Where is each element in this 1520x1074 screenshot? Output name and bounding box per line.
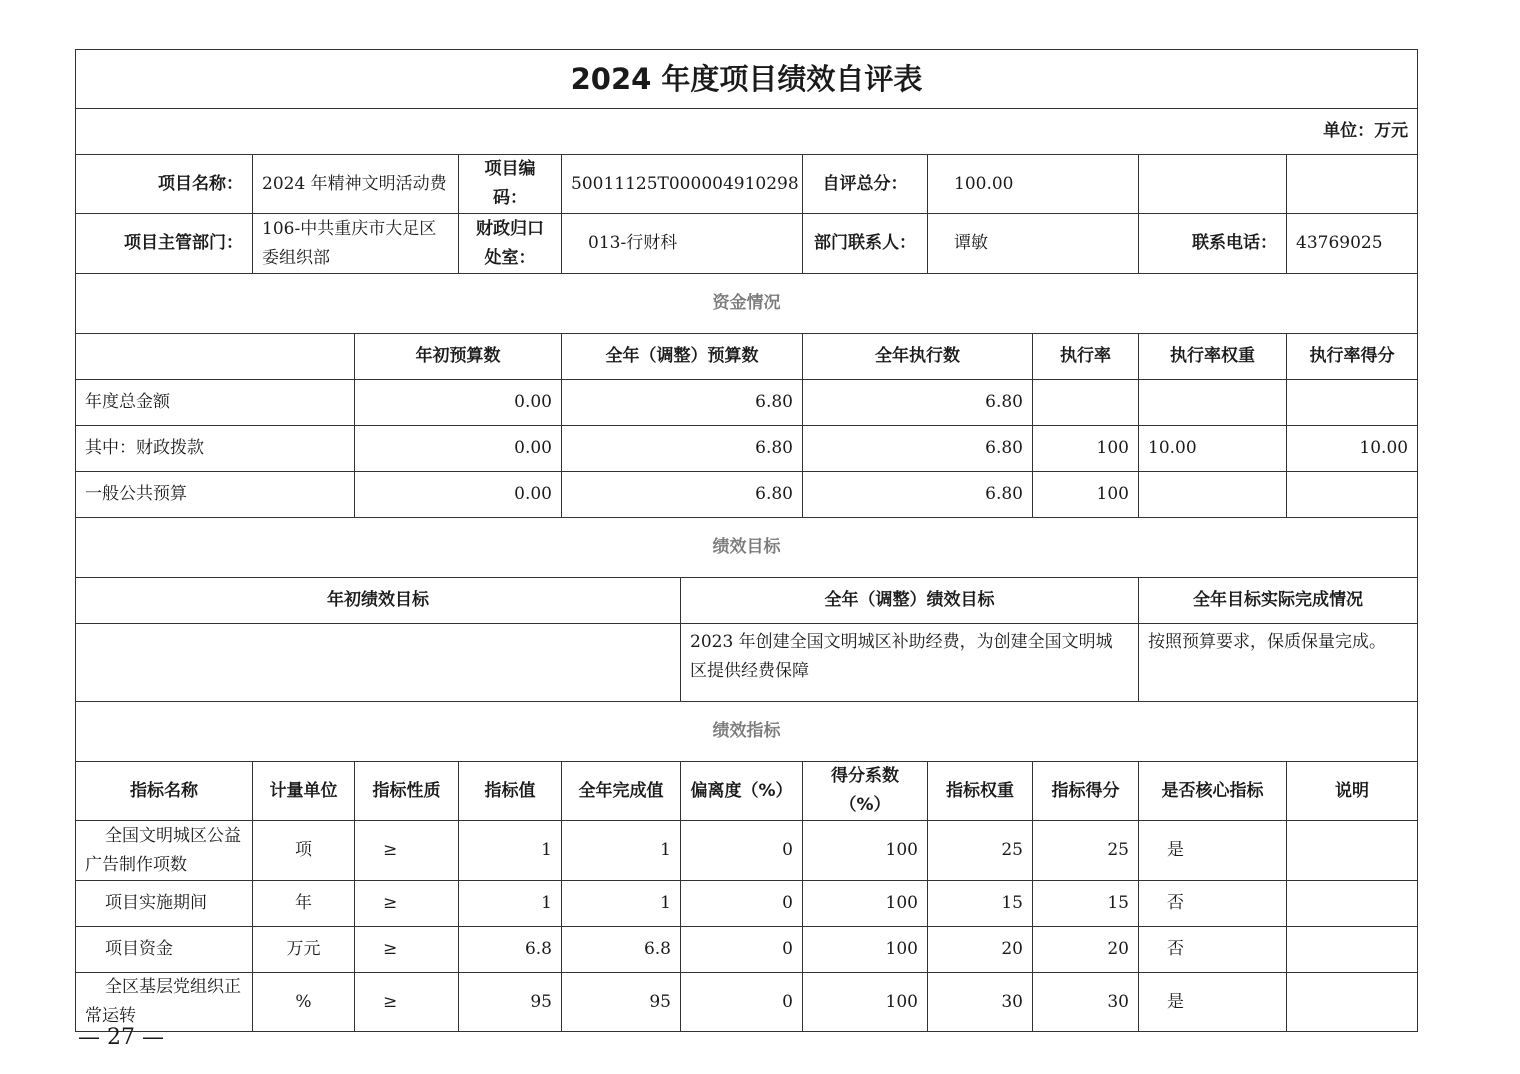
indicator-name: 项目资金	[76, 927, 253, 973]
indicator-deviation: 0	[681, 973, 803, 1032]
indicator-row	[76, 881, 1418, 927]
indicator-nature: ≥	[355, 881, 459, 927]
project-name-value: 2024 年精神文明活动费	[253, 155, 459, 214]
indicator-core: 否	[1139, 881, 1287, 927]
indicator-score: 25	[1033, 821, 1139, 881]
goals-header-adjusted: 全年（调整）绩效目标	[681, 578, 1139, 624]
indicator-header: 得分系数（%）	[803, 762, 928, 821]
indicator-note	[1287, 927, 1418, 973]
performance-table	[75, 49, 1418, 1032]
funds-weight	[1139, 472, 1287, 518]
indicator-done: 1	[562, 821, 681, 881]
indicator-weight: 25	[928, 821, 1033, 881]
funds-initial: 0.00	[355, 426, 562, 472]
goal-actual: 按照预算要求，保质保量完成。	[1139, 624, 1418, 702]
funds-adjusted: 6.80	[562, 426, 803, 472]
indicator-score: 15	[1033, 881, 1139, 927]
funds-header: 全年（调整）预算数	[562, 334, 803, 380]
indicator-deviation: 0	[681, 821, 803, 881]
indicator-note	[1287, 821, 1418, 881]
indicator-nature: ≥	[355, 821, 459, 881]
indicator-value: 95	[459, 973, 562, 1032]
indicator-core: 否	[1139, 927, 1287, 973]
indicator-name: 全国文明城区公益广告制作项数	[76, 821, 253, 881]
indicator-value: 1	[459, 821, 562, 881]
phone-value: 43769025	[1287, 214, 1418, 274]
indicator-note	[1287, 973, 1418, 1032]
indicators-section-title: 绩效指标	[76, 702, 1418, 762]
funds-executed: 6.80	[803, 472, 1033, 518]
indicator-done: 1	[562, 881, 681, 927]
indicator-score: 20	[1033, 927, 1139, 973]
indicator-nature: ≥	[355, 973, 459, 1032]
unit-label: 单位：万元	[76, 109, 1418, 155]
indicator-deviation: 0	[681, 881, 803, 927]
indicator-deviation: 0	[681, 927, 803, 973]
indicator-value: 1	[459, 881, 562, 927]
indicator-header: 指标性质	[355, 762, 459, 821]
funds-label: 年度总金额	[76, 380, 355, 426]
dept-value: 106-中共重庆市大足区委组织部	[253, 214, 459, 274]
indicator-weight: 15	[928, 881, 1033, 927]
indicator-unit: 万元	[253, 927, 355, 973]
indicator-coef: 100	[803, 881, 928, 927]
funds-weight	[1139, 380, 1287, 426]
funds-initial: 0.00	[355, 472, 562, 518]
indicator-core: 是	[1139, 821, 1287, 881]
funds-header: 全年执行数	[803, 334, 1033, 380]
contact-value: 谭敏	[928, 214, 1139, 274]
indicator-header: 指标值	[459, 762, 562, 821]
dept-label: 项目主管部门：	[76, 214, 253, 274]
project-code-value: 50011125T000004910298	[562, 155, 803, 214]
goal-adjusted: 2023 年创建全国文明城区补助经费，为创建全国文明城区提供经费保障	[681, 624, 1139, 702]
indicator-done: 95	[562, 973, 681, 1032]
empty-cell	[1139, 155, 1287, 214]
goal-initial	[76, 624, 681, 702]
self-score-value: 100.00	[928, 155, 1139, 214]
indicator-done: 6.8	[562, 927, 681, 973]
indicator-header: 偏离度（%）	[681, 762, 803, 821]
empty-cell	[1287, 155, 1418, 214]
indicator-header: 计量单位	[253, 762, 355, 821]
indicator-weight: 30	[928, 973, 1033, 1032]
funds-rate: 100	[1033, 472, 1139, 518]
funds-executed: 6.80	[803, 380, 1033, 426]
indicator-coef: 100	[803, 821, 928, 881]
self-score-label: 自评总分：	[803, 155, 928, 214]
indicator-header: 是否核心指标	[1139, 762, 1287, 821]
info-row-1	[76, 155, 1418, 214]
funds-header: 年初预算数	[355, 334, 562, 380]
indicator-nature: ≥	[355, 927, 459, 973]
goals-section-title: 绩效目标	[76, 518, 1418, 578]
indicator-unit: 年	[253, 881, 355, 927]
goals-row	[76, 624, 1418, 702]
funds-adjusted: 6.80	[562, 472, 803, 518]
funds-score: 10.00	[1287, 426, 1418, 472]
funds-header: 执行率	[1033, 334, 1139, 380]
page-title: 2024 年度项目绩效自评表	[76, 50, 1418, 109]
goals-header-initial: 年初绩效目标	[76, 578, 681, 624]
indicator-row	[76, 973, 1418, 1032]
indicator-header: 说明	[1287, 762, 1418, 821]
indicator-header: 全年完成值	[562, 762, 681, 821]
funds-adjusted: 6.80	[562, 380, 803, 426]
project-code-label: 项目编码：	[459, 155, 562, 214]
funds-header-row	[76, 334, 1418, 380]
indicator-weight: 20	[928, 927, 1033, 973]
indicator-header: 指标名称	[76, 762, 253, 821]
funds-executed: 6.80	[803, 426, 1033, 472]
phone-label: 联系电话：	[1139, 214, 1287, 274]
funds-rate	[1033, 380, 1139, 426]
indicator-coef: 100	[803, 973, 928, 1032]
funds-initial: 0.00	[355, 380, 562, 426]
indicator-name: 项目实施期间	[76, 881, 253, 927]
finance-office-label: 财政归口处室：	[459, 214, 562, 274]
indicator-score: 30	[1033, 973, 1139, 1032]
goals-header-row	[76, 578, 1418, 624]
indicator-row	[76, 821, 1418, 881]
finance-office-value: 013-行财科	[562, 214, 803, 274]
indicator-core: 是	[1139, 973, 1287, 1032]
funds-header: 执行率得分	[1287, 334, 1418, 380]
contact-label: 部门联系人：	[803, 214, 928, 274]
funds-score	[1287, 380, 1418, 426]
funds-rate: 100	[1033, 426, 1139, 472]
indicator-row	[76, 927, 1418, 973]
funds-label: 其中：财政拨款	[76, 426, 355, 472]
funds-weight: 10.00	[1139, 426, 1287, 472]
funds-header: 执行率权重	[1139, 334, 1287, 380]
indicator-value: 6.8	[459, 927, 562, 973]
funds-row	[76, 472, 1418, 518]
indicator-header: 指标得分	[1033, 762, 1139, 821]
indicator-unit: 项	[253, 821, 355, 881]
page-number: — 27 —	[78, 1025, 164, 1050]
indicators-header-row	[76, 762, 1418, 821]
indicator-name: 全区基层党组织正常运转	[76, 973, 253, 1032]
funds-header	[76, 334, 355, 380]
info-row-2	[76, 214, 1418, 274]
indicator-coef: 100	[803, 927, 928, 973]
indicator-note	[1287, 881, 1418, 927]
funds-label: 一般公共预算	[76, 472, 355, 518]
indicator-header: 指标权重	[928, 762, 1033, 821]
funds-score	[1287, 472, 1418, 518]
goals-header-actual: 全年目标实际完成情况	[1139, 578, 1418, 624]
funds-row	[76, 380, 1418, 426]
funds-row	[76, 426, 1418, 472]
funds-section-title: 资金情况	[76, 274, 1418, 334]
indicator-unit: %	[253, 973, 355, 1032]
project-name-label: 项目名称：	[76, 155, 253, 214]
